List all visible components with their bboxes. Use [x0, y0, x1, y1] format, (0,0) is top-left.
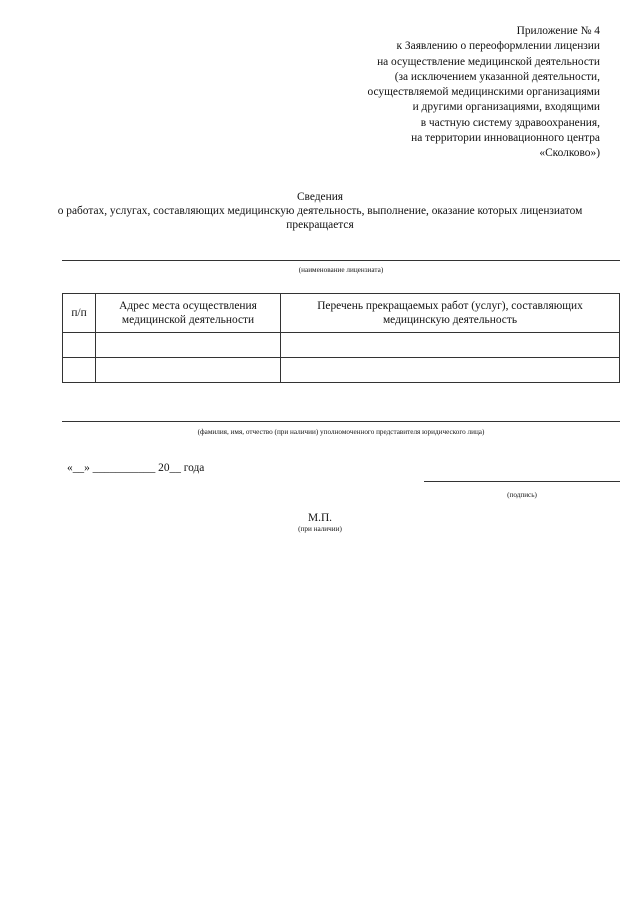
cell-services[interactable] — [281, 333, 620, 358]
representative-name-field[interactable] — [62, 421, 620, 422]
services-table — [62, 293, 620, 383]
signature-caption: (подпись) — [507, 491, 537, 499]
header-line: на осуществление медицинской деятельности — [377, 55, 600, 68]
cell-num[interactable] — [63, 333, 96, 358]
signature-field[interactable] — [424, 481, 620, 482]
table-row — [63, 333, 620, 358]
title-line: прекращается — [286, 219, 354, 231]
stamp-note: (при наличии) — [298, 525, 342, 533]
stamp-label: М.П. — [307, 512, 333, 524]
header-address: Адрес места осуществления медицинской деятельности — [96, 294, 281, 333]
date-line[interactable]: «__» ___________ 20__ года — [67, 462, 205, 474]
document-header — [270, 24, 600, 162]
header-line: осуществляемой медицинскими организациями — [367, 86, 600, 99]
document-title — [40, 190, 600, 232]
header-line: к Заявлению о переоформлении лицензии — [396, 40, 600, 53]
title-line: Сведения — [296, 191, 344, 203]
licensee-name-field[interactable] — [62, 260, 620, 261]
cell-services[interactable] — [281, 358, 620, 383]
header-line: и другими организациями, входящими — [412, 101, 600, 114]
table-row — [63, 358, 620, 383]
header-line: Приложение № 4 — [516, 25, 600, 37]
table-header-row — [63, 294, 620, 333]
header-line: (за исключением указанной деятельности, — [394, 70, 600, 83]
header-line: «Сколково») — [539, 147, 600, 160]
header-line: на территории инновационного центра — [411, 132, 600, 145]
title-line: о работах, услугах, составляющих медицинскую деятельность, выполнение, оказание которых лицензиатом — [57, 205, 583, 217]
cell-address[interactable] — [96, 333, 281, 358]
licensee-caption: (наименование лицензиата) — [298, 266, 384, 274]
header-num: п/п — [63, 294, 96, 333]
cell-num[interactable] — [63, 358, 96, 383]
stamp-place — [0, 512, 640, 533]
representative-caption: (фамилия, имя, отчество (при наличии) уполномоченного представителя юридического лица) — [197, 428, 485, 436]
header-services: Перечень прекращаемых работ (услуг), составляющих медицинскую деятельность — [281, 294, 620, 333]
header-line: в частную систему здравоохранения, — [420, 116, 600, 129]
cell-address[interactable] — [96, 358, 281, 383]
